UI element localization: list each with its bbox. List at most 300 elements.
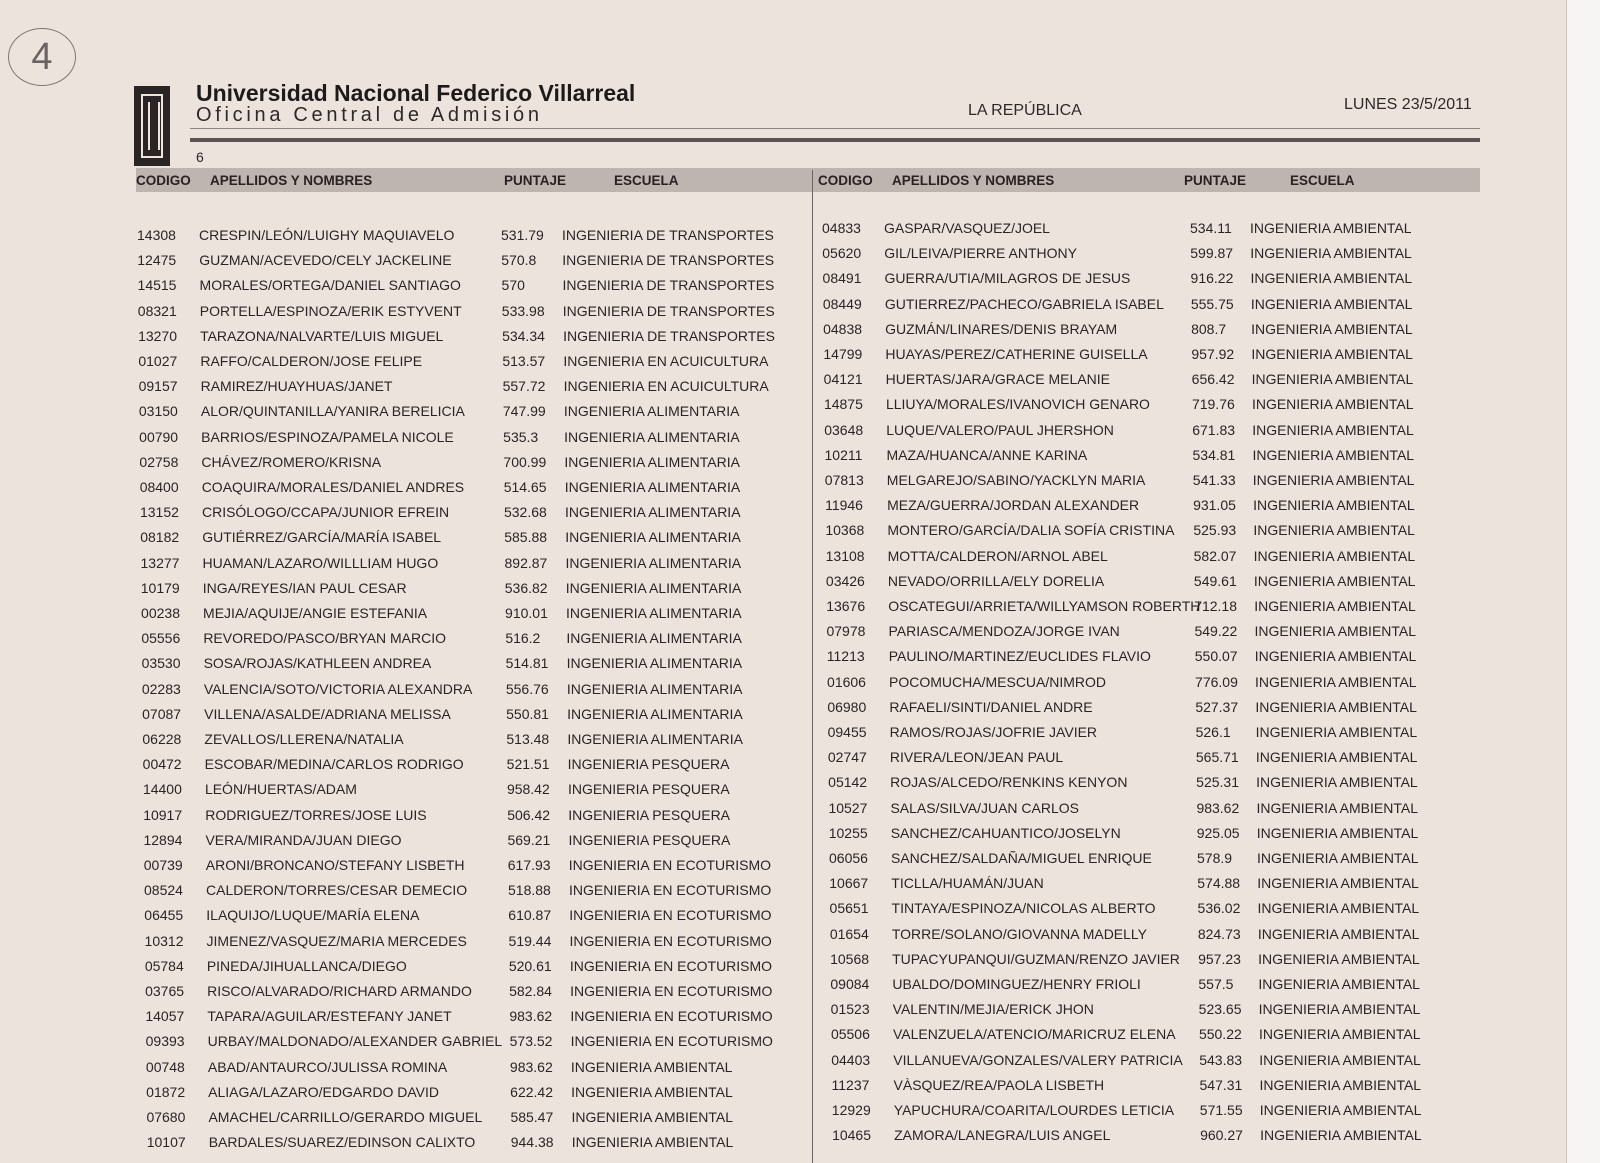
row-score: 532.68 xyxy=(503,504,547,521)
row-score: 931.05 xyxy=(1193,497,1236,514)
row-score: 957.23 xyxy=(1198,950,1241,967)
row-name: HUERTAS/JARA/GRACE MELANIE xyxy=(885,371,1110,388)
row-score: 916.22 xyxy=(1190,270,1234,287)
row-code: 09393 xyxy=(145,1033,185,1050)
left-header-name: APELLIDOS Y NOMBRES xyxy=(210,173,373,188)
row-name: GUERRA/UTIA/MILAGROS DE JESUS xyxy=(884,270,1131,287)
row-name: MELGAREJO/SABINO/YACKLYN MARIA xyxy=(886,472,1146,488)
row-name: ROJAS/ALCEDO/RENKINS KENYON xyxy=(890,774,1128,791)
row-score: 513.57 xyxy=(502,353,546,369)
row-name: PARIASCA/MENDOZA/JORGE IVAN xyxy=(888,623,1120,640)
row-school: INGENIERIA AMBIENTAL xyxy=(1257,900,1420,917)
row-name: RIVERA/LEON/JEAN PAUL xyxy=(889,749,1064,766)
page-edge xyxy=(1566,0,1600,1163)
row-code: 12475 xyxy=(137,252,177,269)
row-score: 555.75 xyxy=(1190,295,1234,312)
row-school: INGENIERIA EN ECOTURISMO xyxy=(570,983,773,999)
row-score: 925.05 xyxy=(1196,824,1240,841)
row-code: 00790 xyxy=(139,428,179,445)
row-name: INGA/REYES/IAN PAUL CESAR xyxy=(202,579,407,596)
row-school: INGENIERIA AMBIENTAL xyxy=(1254,648,1417,665)
row-code: 03648 xyxy=(824,421,864,438)
row-score: 983.62 xyxy=(509,1008,553,1025)
row-name: PAULINO/MARTINEZ/EUCLIDES FLAVIO xyxy=(888,648,1151,665)
row-school: INGENIERIA ALIMENTARIA xyxy=(567,705,743,722)
row-code: 00238 xyxy=(141,605,180,621)
row-name: LEÓN/HUERTAS/ADAM xyxy=(204,781,357,798)
row-score: 747.99 xyxy=(502,403,546,420)
row-name: RAFFO/CALDERON/JOSE FELIPE xyxy=(200,353,423,369)
row-school: INGENIERIA AMBIENTAL xyxy=(1252,472,1415,488)
row-code: 10465 xyxy=(832,1127,872,1144)
row-code: 14875 xyxy=(823,396,863,413)
row-score: 543.83 xyxy=(1199,1051,1243,1068)
row-score: 549.61 xyxy=(1193,572,1237,589)
row-school: INGENIERIA ALIMENTARIA xyxy=(564,504,741,521)
row-name: ALIAGA/LAZARO/EDGARDO DAVID xyxy=(208,1083,439,1100)
row-score: 514.81 xyxy=(505,655,549,672)
row-school: INGENIERIA AMBIENTAL xyxy=(1251,371,1414,388)
row-score: 569.21 xyxy=(507,831,551,848)
row-name: BARDALES/SUAREZ/EDINSON CALIXTO xyxy=(208,1134,476,1151)
row-code: 01027 xyxy=(138,353,178,369)
row-code: 05142 xyxy=(828,774,868,791)
row-school: INGENIERIA AMBIENTAL xyxy=(1255,673,1417,690)
row-code: 11213 xyxy=(826,648,865,665)
row-school: INGENIERIA AMBIENTAL xyxy=(1259,1102,1422,1118)
row-code: 06228 xyxy=(142,731,182,747)
row-school: INGENIERIA DE TRANSPORTES xyxy=(562,302,775,319)
row-school: INGENIERIA AMBIENTAL xyxy=(1253,547,1416,564)
row-school: INGENIERIA ALIMENTARIA xyxy=(564,428,740,445)
row-score: 534.11 xyxy=(1190,220,1232,236)
row-code: 05506 xyxy=(830,1026,870,1043)
row-code: 05651 xyxy=(829,900,869,917)
row-score: 712.18 xyxy=(1194,598,1238,614)
row-score: 958.42 xyxy=(506,781,550,798)
row-school: INGENIERIA EN ECOTURISMO xyxy=(570,1008,773,1025)
row-code: 00748 xyxy=(145,1058,185,1075)
row-name: VALENZUELA/ATENCIO/MARICRUZ ELENA xyxy=(892,1026,1176,1043)
row-name: TUPACYUPANQUI/GUZMAN/RENZO JAVIER xyxy=(892,950,1180,967)
row-code: 10211 xyxy=(824,446,863,463)
row-school: INGENIERIA ALIMENTARIA xyxy=(564,453,740,470)
row-code: 13676 xyxy=(826,598,866,614)
row-name: ALOR/QUINTANILLA/YANIRA BERELICIA xyxy=(200,403,465,420)
row-code: 10312 xyxy=(144,932,184,949)
row-code: 13270 xyxy=(138,327,178,344)
row-name: COAQUIRA/MORALES/DANIEL ANDRES xyxy=(201,479,465,495)
row-score: 582.07 xyxy=(1193,547,1237,564)
row-name: VILLENA/ASALDE/ADRIANA MELISSA xyxy=(204,705,451,722)
row-code: 14308 xyxy=(137,227,176,243)
row-school: INGENIERIA ALIMENTARIA xyxy=(567,731,743,747)
row-score: 808.7 xyxy=(1191,320,1227,337)
row-school: INGENIERIA EN ECOTURISMO xyxy=(569,907,772,924)
row-school: INGENIERIA AMBIENTAL xyxy=(1250,270,1413,287)
row-school: INGENIERIA AMBIENTAL xyxy=(571,1134,734,1151)
row-school: INGENIERIA AMBIENTAL xyxy=(1256,799,1418,816)
row-score: 547.31 xyxy=(1199,1076,1243,1093)
row-school: INGENIERIA ALIMENTARIA xyxy=(566,630,742,647)
row-score: 824.73 xyxy=(1197,925,1241,942)
row-score: 550.81 xyxy=(506,705,549,722)
row-school: INGENIERIA AMBIENTAL xyxy=(1252,446,1415,463)
row-school: INGENIERIA EN ECOTURISMO xyxy=(569,957,773,974)
row-school: INGENIERIA AMBIENTAL xyxy=(1257,925,1420,942)
row-name: GASPAR/VASQUEZ/JOEL xyxy=(884,220,1050,236)
row-school: INGENIERIA AMBIENTAL xyxy=(1250,220,1412,236)
row-school: INGENIERIA AMBIENTAL xyxy=(1258,976,1420,992)
row-code: 03150 xyxy=(138,403,178,420)
row-score: 550.07 xyxy=(1194,648,1238,665)
row-code: 08182 xyxy=(140,529,180,546)
row-score: 526.1 xyxy=(1195,724,1231,740)
row-school: INGENIERIA AMBIENTAL xyxy=(1258,950,1420,967)
row-school: INGENIERIA ALIMENTARIA xyxy=(565,529,741,546)
row-name: MEJIA/AQUIJE/ANGIE ESTEFANIA xyxy=(203,605,428,621)
row-school: INGENIERIA AMBIENTAL xyxy=(1250,245,1412,262)
row-score: 514.65 xyxy=(503,479,547,495)
row-code: 10527 xyxy=(828,799,868,816)
row-school: INGENIERIA AMBIENTAL xyxy=(1254,623,1417,640)
row-code: 01523 xyxy=(830,1001,870,1018)
left-header-score: PUNTAJE xyxy=(504,173,567,188)
row-score: 983.62 xyxy=(1196,799,1240,816)
row-school: INGENIERIA AMBIENTAL xyxy=(571,1083,733,1100)
issue-date: LUNES 23/5/2011 xyxy=(1344,96,1472,113)
row-name: VILLANUEVA/GONZALES/VALERY PATRICIA xyxy=(893,1051,1183,1068)
row-score: 617.93 xyxy=(507,857,551,873)
row-school: INGENIERIA PESQUERA xyxy=(567,781,730,798)
row-score: 525.31 xyxy=(1196,774,1239,791)
row-code: 02758 xyxy=(139,453,179,470)
row-code: 09084 xyxy=(830,976,870,992)
row-score: 776.09 xyxy=(1195,673,1238,690)
row-school: INGENIERIA AMBIENTAL xyxy=(1258,1026,1421,1043)
row-name: GUTIERREZ/PACHECO/GABRIELA ISABEL xyxy=(884,295,1164,312)
row-name: CRISÓLOGO/CCAPA/JUNIOR EFREIN xyxy=(201,504,450,521)
university-logo-icon xyxy=(134,86,170,166)
row-name: CHÁVEZ/ROMERO/KRISNA xyxy=(201,453,382,470)
row-score: 610.87 xyxy=(508,907,552,924)
row-name: LLIUYA/MORALES/IVANOVICH GENARO xyxy=(885,396,1150,413)
row-score: 513.48 xyxy=(506,731,550,747)
row-school: INGENIERIA AMBIENTAL xyxy=(1259,1051,1421,1068)
row-name: ZEVALLOS/LLERENA/NATALIA xyxy=(204,731,404,747)
right-header-code: CODIGO xyxy=(818,173,873,188)
row-code: 10667 xyxy=(829,875,869,892)
row-score: 671.83 xyxy=(1192,421,1236,438)
row-name: RAMOS/ROJAS/JOFRIE JAVIER xyxy=(889,724,1098,740)
row-name: TORRE/SOLANO/GIOVANNA MADELLY xyxy=(891,925,1148,942)
header-rule-thick xyxy=(190,138,1480,142)
row-school: INGENIERIA AMBIENTAL xyxy=(1251,396,1414,413)
row-score: 506.42 xyxy=(507,806,551,823)
row-code: 11237 xyxy=(831,1076,870,1093)
row-code: 05784 xyxy=(144,957,184,974)
row-name: ARONI/BRONCANO/STEFANY LISBETH xyxy=(205,857,465,873)
row-code: 07087 xyxy=(142,705,182,722)
row-score: 944.38 xyxy=(510,1134,554,1151)
row-name: VALENCIA/SOTO/VICTORIA ALEXANDRA xyxy=(203,680,473,697)
row-code: 09157 xyxy=(138,378,178,395)
row-score: 599.87 xyxy=(1190,245,1234,262)
column-divider xyxy=(812,170,813,1163)
admission-office: Oficina Central de Admisión xyxy=(196,104,543,126)
row-score: 534.34 xyxy=(502,327,545,344)
row-school: INGENIERIA AMBIENTAL xyxy=(1251,320,1413,337)
row-name: YAPUCHURA/COARITA/LOURDES LETICIA xyxy=(893,1102,1175,1118)
row-school: INGENIERIA DE TRANSPORTES xyxy=(563,327,775,344)
row-name: TICLLA/HUAMÁN/JUAN xyxy=(891,875,1044,892)
row-score: 527.37 xyxy=(1195,698,1239,715)
row-score: 892.87 xyxy=(504,554,548,571)
row-score: 519.44 xyxy=(508,932,552,949)
row-school: INGENIERIA EN ACUICULTURA xyxy=(563,378,769,395)
row-code: 04121 xyxy=(823,371,863,388)
row-score: 525.93 xyxy=(1193,522,1237,539)
row-code: 07680 xyxy=(146,1109,186,1125)
row-score: 535.3 xyxy=(503,428,539,445)
row-school: INGENIERIA AMBIENTAL xyxy=(1260,1127,1422,1144)
row-name: TARAZONA/NALVARTE/LUIS MIGUEL xyxy=(200,327,444,344)
row-school: INGENIERIA AMBIENTAL xyxy=(570,1058,733,1075)
row-score: 518.88 xyxy=(508,882,551,899)
row-code: 07813 xyxy=(824,472,864,488)
row-code: 04403 xyxy=(831,1051,871,1068)
row-score: 910.01 xyxy=(505,605,548,621)
row-score: 957.92 xyxy=(1191,346,1235,362)
row-code: 08524 xyxy=(144,882,183,899)
row-school: INGENIERIA ALIMENTARIA xyxy=(563,403,740,420)
row-code: 03530 xyxy=(141,655,181,672)
row-score: 571.55 xyxy=(1199,1102,1243,1118)
row-school: INGENIERIA AMBIENTAL xyxy=(1256,824,1419,841)
row-school: INGENIERIA PESQUERA xyxy=(568,831,731,848)
row-school: INGENIERIA EN ECOTURISMO xyxy=(568,857,771,873)
row-code: 03765 xyxy=(145,983,185,999)
row-code: 05556 xyxy=(141,630,181,647)
row-score: 516.2 xyxy=(505,630,541,647)
row-name: RISCO/ALVARADO/RICHARD ARMANDO xyxy=(207,983,472,999)
row-name: GIL/LEIVA/PIERRE ANTHONY xyxy=(884,245,1077,262)
row-name: MAZA/HUANCA/ANNE KARINA xyxy=(886,446,1088,463)
row-school: INGENIERIA DE TRANSPORTES xyxy=(562,227,774,243)
row-code: 08449 xyxy=(822,295,862,312)
row-code: 08321 xyxy=(137,302,177,319)
handwritten-page-number: 4 xyxy=(8,28,76,86)
row-code: 10568 xyxy=(830,950,870,967)
row-name: NEVADO/ORRILLA/ELY DORELIA xyxy=(887,572,1105,589)
row-school: INGENIERIA EN ECOTURISMO xyxy=(570,1033,773,1050)
row-school: INGENIERIA AMBIENTAL xyxy=(1253,572,1416,589)
row-school: INGENIERIA ALIMENTARIA xyxy=(566,655,743,672)
row-score: 656.42 xyxy=(1191,371,1235,388)
row-score: 622.42 xyxy=(510,1083,553,1100)
row-score: 520.61 xyxy=(508,957,552,974)
row-name: ABAD/ANTAURCO/JULISSA ROMINA xyxy=(207,1058,448,1075)
row-code: 04838 xyxy=(823,320,863,337)
row-name: SOSA/ROJAS/KATHLEEN ANDREA xyxy=(203,655,432,672)
row-score: 570 xyxy=(501,277,525,294)
row-name: JIMENEZ/VASQUEZ/MARIA MERCEDES xyxy=(206,932,467,949)
row-code: 10255 xyxy=(828,824,868,841)
logo-emblem xyxy=(141,94,163,158)
row-name: GUTIÉRREZ/GARCÍA/MARÍA ISABEL xyxy=(202,529,442,546)
header-rule-thin xyxy=(190,128,1480,129)
row-name: TINTAYA/ESPINOZA/NICOLAS ALBERTO xyxy=(891,900,1156,917)
row-code: 02283 xyxy=(141,680,181,697)
row-score: 557.72 xyxy=(502,378,546,395)
row-school: INGENIERIA AMBIENTAL xyxy=(1257,875,1419,892)
row-school: INGENIERIA ALIMENTARIA xyxy=(565,554,742,571)
row-code: 14057 xyxy=(145,1008,185,1025)
row-score: 574.88 xyxy=(1197,875,1241,892)
row-code: 01606 xyxy=(827,673,866,690)
right-header-name: APELLIDOS Y NOMBRES xyxy=(892,173,1055,188)
row-name: SALAS/SILVA/JUAN CARLOS xyxy=(890,799,1079,816)
row-score: 536.82 xyxy=(504,579,548,596)
right-header-school: ESCUELA xyxy=(1290,173,1355,188)
row-code: 02747 xyxy=(827,749,867,766)
row-score: 700.99 xyxy=(503,453,547,470)
row-code: 12894 xyxy=(143,831,183,848)
left-header-school: ESCUELA xyxy=(614,173,679,188)
row-name: MONTERO/GARCÍA/DALIA SOFÍA CRISTINA xyxy=(887,522,1175,539)
university-name: Universidad Nacional Federico Villarreal xyxy=(196,80,636,106)
row-code: 13152 xyxy=(139,504,179,521)
row-score: 523.65 xyxy=(1198,1001,1242,1018)
row-name: PINEDA/JIHUALLANCA/DIEGO xyxy=(206,957,407,974)
row-name: OSCATEGUI/ARRIETA/WILLYAMSON ROBERTH xyxy=(888,598,1201,614)
row-score: 533.98 xyxy=(501,302,545,319)
row-school: INGENIERIA AMBIENTAL xyxy=(1259,1076,1422,1093)
row-code: 00739 xyxy=(143,857,183,873)
row-name: REVOREDO/PASCO/BRYAN MARCIO xyxy=(203,630,447,647)
row-school: INGENIERIA AMBIENTAL xyxy=(1250,295,1413,312)
row-code: 06980 xyxy=(827,698,867,715)
row-name: TAPARA/AGUILAR/ESTEFANY JANET xyxy=(207,1008,452,1025)
row-school: INGENIERIA EN ECOTURISMO xyxy=(569,932,772,949)
row-school: INGENIERIA AMBIENTAL xyxy=(1258,1001,1421,1018)
row-code: 03426 xyxy=(825,572,865,589)
row-code: 10107 xyxy=(146,1134,186,1151)
row-code: 13108 xyxy=(825,547,865,564)
row-name: AMACHEL/CARRILLO/GERARDO MIGUEL xyxy=(208,1109,483,1125)
row-code: 00472 xyxy=(142,756,182,773)
row-school: INGENIERIA AMBIENTAL xyxy=(1255,724,1418,740)
row-school: INGENIERIA AMBIENTAL xyxy=(1254,598,1416,614)
row-score: 541.33 xyxy=(1192,472,1236,488)
right-header-score: PUNTAJE xyxy=(1184,173,1247,188)
row-score: 582.84 xyxy=(509,983,552,999)
row-code: 14515 xyxy=(137,277,177,294)
row-name: HUAYAS/PEREZ/CATHERINE GUISELLA xyxy=(885,346,1148,362)
row-code: 08400 xyxy=(139,479,179,495)
row-school: INGENIERIA DE TRANSPORTES xyxy=(562,252,775,269)
row-name: ESCOBAR/MEDINA/CARLOS RODRIGO xyxy=(204,756,464,773)
row-school: INGENIERIA AMBIENTAL xyxy=(1257,850,1419,866)
row-name: ILAQUIJO/LUQUE/MARÍA ELENA xyxy=(206,907,420,924)
row-score: 531.79 xyxy=(501,227,544,243)
row-score: 549.22 xyxy=(1194,623,1238,640)
row-code: 09455 xyxy=(827,724,867,740)
row-code: 14400 xyxy=(142,781,182,798)
row-name: VÀSQUEZ/REA/PAOLA LISBETH xyxy=(893,1076,1105,1093)
row-name: VERA/MIRANDA/JUAN DIEGO xyxy=(205,831,402,848)
row-code: 01872 xyxy=(146,1083,186,1100)
row-score: 585.88 xyxy=(504,529,548,546)
row-name: GUZMAN/ACEVEDO/CELY JACKELINE xyxy=(199,252,452,269)
row-name: URBAY/MALDONADO/ALEXANDER GABRIEL xyxy=(207,1033,503,1050)
row-name: RAFAELI/SINTI/DANIEL ANDRE xyxy=(889,698,1093,715)
row-code: 05620 xyxy=(822,245,862,262)
row-score: 550.22 xyxy=(1198,1026,1242,1043)
row-score: 556.76 xyxy=(505,680,549,697)
row-code: 08491 xyxy=(822,270,862,287)
row-school: INGENIERIA AMBIENTAL xyxy=(1253,522,1415,539)
row-code: 13277 xyxy=(140,554,180,571)
row-name: HUAMAN/LAZARO/WILLLIAM HUGO xyxy=(202,554,439,571)
row-name: RAMIREZ/HUAYHUAS/JANET xyxy=(200,378,393,395)
row-score: 573.52 xyxy=(509,1033,553,1050)
row-school: INGENIERIA ALIMENTARIA xyxy=(566,605,742,621)
row-school: INGENIERIA ALIMENTARIA xyxy=(564,479,741,495)
row-school: INGENIERIA ALIMENTARIA xyxy=(566,680,743,697)
row-code: 10917 xyxy=(143,806,183,823)
row-name: CRESPIN/LEÓN/LUIGHY MAQUIAVELO xyxy=(199,227,455,243)
row-school: INGENIERIA AMBIENTAL xyxy=(1256,774,1418,791)
row-name: RODRIGUEZ/TORRES/JOSE LUIS xyxy=(205,806,427,823)
row-score: 565.71 xyxy=(1195,749,1239,766)
row-code: 04833 xyxy=(822,220,861,236)
row-score: 557.5 xyxy=(1198,976,1234,992)
row-school: INGENIERIA AMBIENTAL xyxy=(571,1109,733,1125)
row-code: 11946 xyxy=(825,497,863,514)
row-school: INGENIERIA ALIMENTARIA xyxy=(565,579,742,596)
row-name: MOTTA/CALDERON/ARNOL ABEL xyxy=(887,547,1108,564)
row-score: 585.47 xyxy=(510,1109,554,1125)
row-name: MEZA/GUERRA/JORDAN ALEXANDER xyxy=(887,497,1140,514)
row-school: INGENIERIA PESQUERA xyxy=(568,806,731,823)
row-code: 14799 xyxy=(823,346,863,362)
row-school: INGENIERIA AMBIENTAL xyxy=(1255,698,1417,715)
row-school: INGENIERIA AMBIENTAL xyxy=(1252,421,1414,438)
page-number: 6 xyxy=(196,149,204,165)
row-name: UBALDO/DOMINGUEZ/HENRY FRIOLI xyxy=(892,976,1141,992)
row-school: INGENIERIA AMBIENTAL xyxy=(1253,497,1415,514)
row-code: 10179 xyxy=(140,579,180,596)
row-name: BARRIOS/ESPINOZA/PAMELA NICOLE xyxy=(201,428,454,445)
row-score: 983.62 xyxy=(509,1058,553,1075)
row-name: SANCHEZ/CAHUANTICO/JOSELYN xyxy=(890,824,1121,841)
row-name: SANCHEZ/SALDAÑA/MIGUEL ENRIQUE xyxy=(891,850,1152,866)
row-school: INGENIERIA AMBIENTAL xyxy=(1255,749,1418,766)
left-header-code: CODIGO xyxy=(136,173,191,188)
row-code: 10368 xyxy=(825,522,865,539)
row-school: INGENIERIA EN ACUICULTURA xyxy=(563,353,769,369)
row-code: 06056 xyxy=(829,850,868,866)
row-score: 570.8 xyxy=(501,252,537,269)
row-score: 578.9 xyxy=(1197,850,1233,866)
row-school: INGENIERIA PESQUERA xyxy=(567,756,730,773)
row-school: INGENIERIA AMBIENTAL xyxy=(1251,346,1413,362)
row-name: ZAMORA/LANEGRA/LUIS ANGEL xyxy=(894,1127,1111,1144)
row-score: 960.27 xyxy=(1200,1127,1243,1144)
row-code: 01654 xyxy=(829,925,869,942)
row-school: INGENIERIA EN ECOTURISMO xyxy=(569,882,772,899)
